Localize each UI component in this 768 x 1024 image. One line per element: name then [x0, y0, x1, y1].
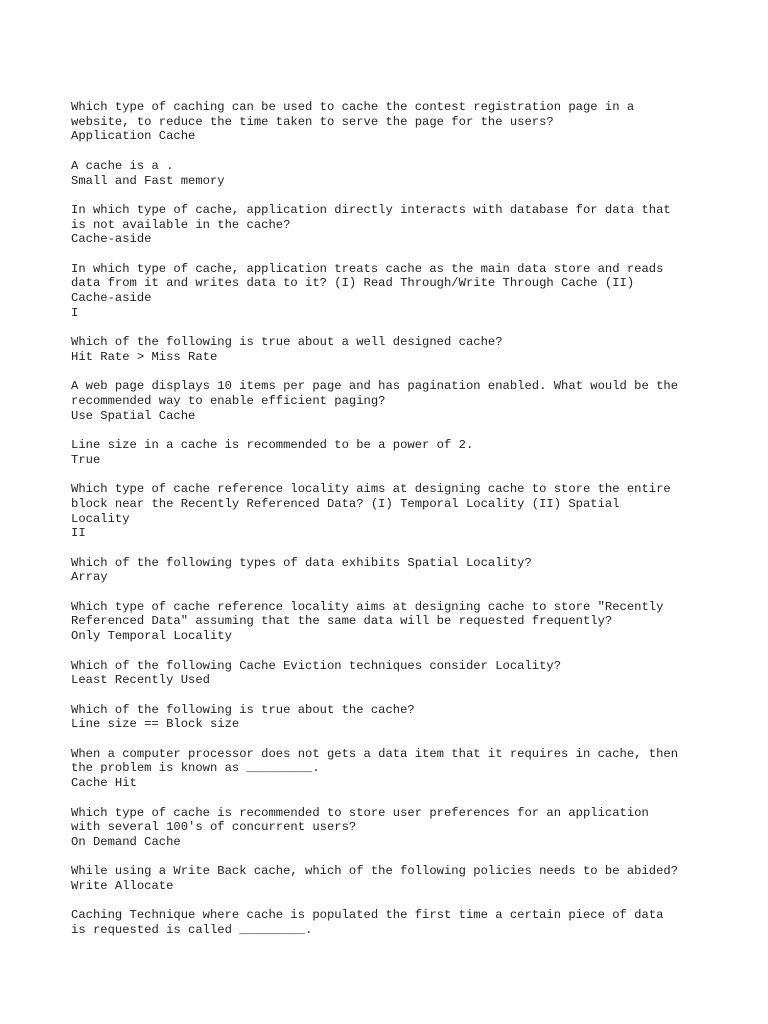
answer-line: Cache-aside	[71, 232, 152, 247]
qa-item	[71, 747, 711, 791]
qa-item	[71, 703, 711, 732]
question-line: Referenced Data" assuming that the same data will be requested frequently?	[71, 614, 613, 629]
question-line: with several 100's of concurrent users?	[71, 820, 357, 835]
qa-item	[71, 482, 711, 541]
question-line: In which type of cache, application directly interacts with database for data that	[71, 202, 671, 217]
qa-item	[71, 159, 711, 188]
answer-line: Use Spatial Cache	[71, 408, 196, 423]
question-line: Which of the following is true about the cache?	[71, 702, 415, 717]
question-line: the problem is known as _________.	[71, 761, 320, 776]
question-line: Which type of caching can be used to cache the contest registration page in a	[71, 100, 635, 114]
qa-item	[71, 379, 711, 423]
question-line: Caching Technique where cache is populated the first time a certain piece of data	[71, 908, 664, 923]
question-line: Cache-aside	[71, 291, 152, 306]
qa-item	[71, 908, 711, 937]
answer-line: I	[71, 305, 79, 320]
qa-item	[71, 438, 711, 467]
question-line: Locality	[71, 511, 130, 526]
answer-line: Hit Rate > Miss Rate	[71, 349, 218, 364]
qa-item	[71, 806, 711, 850]
qa-item	[71, 335, 711, 364]
qa-item	[71, 600, 711, 644]
qa-item	[71, 203, 711, 247]
answer-line: Write Allocate	[71, 879, 174, 894]
answer-line: On Demand Cache	[71, 834, 181, 849]
question-line: A web page displays 10 items per page and has pagination enabled. What would be the	[71, 379, 679, 394]
answer-line: Array	[71, 570, 108, 585]
question-line: In which type of cache, application treats cache as the main data store and reads	[71, 261, 664, 276]
question-line: Which of the following types of data exhibits Spatial Locality?	[71, 555, 532, 570]
answer-line: True	[71, 452, 101, 467]
question-line: Which of the following Cache Eviction techniques consider Locality?	[71, 658, 562, 673]
qa-item	[71, 262, 711, 321]
answer-line: Only Temporal Locality	[71, 629, 232, 644]
question-line: data from it and writes data to it? (I) Read Through/Write Through Cache (II)	[71, 276, 635, 291]
qa-item	[71, 659, 711, 688]
qa-item	[71, 864, 711, 893]
question-line: Which type of cache reference locality aims at designing cache to store "Recently	[71, 599, 664, 614]
question-line: is not available in the cache?	[71, 217, 291, 232]
question-line: website, to reduce the time taken to serve the page for the users?	[71, 114, 554, 129]
question-line: While using a Write Back cache, which of the following policies needs to be abided?	[71, 864, 679, 879]
answer-line: Line size == Block size	[71, 717, 240, 732]
question-line: Which type of cache is recommended to store user preferences for an application	[71, 805, 649, 820]
question-line: block near the Recently Referenced Data? (I) Temporal Locality (II) Spatial	[71, 496, 620, 511]
question-line: Which of the following is true about a well designed cache?	[71, 335, 503, 350]
question-line: A cache is a .	[71, 158, 174, 173]
answer-line: Small and Fast memory	[71, 173, 225, 188]
document-page	[71, 100, 711, 953]
qa-item	[71, 100, 711, 144]
question-line: Line size in a cache is recommended to be a power of 2.	[71, 438, 474, 453]
answer-line: Application Cache	[71, 129, 196, 144]
qa-item	[71, 556, 711, 585]
question-line: When a computer processor does not gets a data item that it requires in cache, then	[71, 746, 679, 761]
answer-line: II	[71, 526, 86, 541]
answer-line: Cache Hit	[71, 776, 137, 791]
question-line: is requested is called _________.	[71, 923, 313, 938]
question-line: Which type of cache reference locality aims at designing cache to store the entire	[71, 482, 671, 497]
answer-line: Least Recently Used	[71, 673, 210, 688]
question-line: recommended way to enable efficient paging?	[71, 393, 386, 408]
